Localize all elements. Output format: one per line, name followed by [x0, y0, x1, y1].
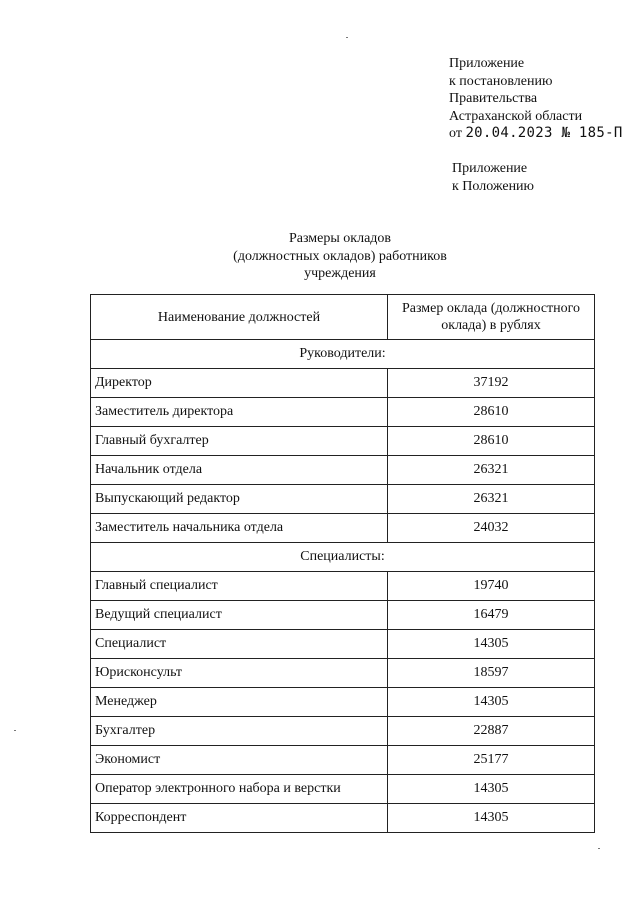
annex-line: Астраханской области — [449, 108, 583, 124]
table-row — [91, 485, 595, 514]
section-row — [91, 543, 595, 572]
position-name: Оператор электронного набора и верстки — [91, 775, 388, 804]
salary-value: 22887 — [388, 717, 595, 746]
date-prefix: от — [449, 126, 462, 141]
title-line: Размеры окладов — [288, 231, 392, 246]
salary-value: 26321 — [388, 485, 595, 514]
section-title: Специалисты: — [91, 543, 595, 572]
position-name: Бухгалтер — [91, 717, 388, 746]
annex2-line: к Положению — [452, 178, 535, 194]
title-line: учреждения — [304, 266, 376, 281]
table-row — [91, 717, 595, 746]
table-row — [91, 601, 595, 630]
document-title — [0, 230, 640, 283]
position-name: Главный специалист — [91, 572, 388, 601]
table-row — [91, 804, 595, 833]
annex-line: Приложение — [449, 56, 525, 71]
annex-to-regulation — [452, 160, 534, 195]
salary-value: 28610 — [388, 398, 595, 427]
resolution-date-number: 20.04.2023 № 185-П — [465, 125, 623, 141]
table-row — [91, 369, 595, 398]
salary-value: 14305 — [388, 804, 595, 833]
salary-value: 24032 — [388, 514, 595, 543]
section-title: Руководители: — [91, 340, 595, 369]
position-name: Специалист — [91, 630, 388, 659]
salary-value: 26321 — [388, 456, 595, 485]
table-row — [91, 630, 595, 659]
scan-speck — [14, 730, 16, 731]
position-name: Юрисконсульт — [91, 659, 388, 688]
annex-date-line — [449, 125, 623, 143]
scan-speck — [598, 848, 600, 849]
table-header-row — [91, 295, 595, 340]
annex-line: Правительства — [449, 91, 538, 106]
column-header-salary: Размер оклада (должностного оклада) в рублях — [388, 295, 595, 340]
salary-value: 28610 — [388, 427, 595, 456]
annex-header — [449, 55, 623, 143]
table-row — [91, 456, 595, 485]
salary-value: 19740 — [388, 572, 595, 601]
table-row — [91, 427, 595, 456]
position-name: Менеджер — [91, 688, 388, 717]
title-line: (должностных окладов) работников — [233, 248, 447, 264]
salary-table — [90, 294, 595, 833]
position-name: Выпускающий редактор — [91, 485, 388, 514]
table-row — [91, 659, 595, 688]
table-row — [91, 688, 595, 717]
position-name: Главный бухгалтер — [91, 427, 388, 456]
table-row — [91, 775, 595, 804]
salary-value: 14305 — [388, 688, 595, 717]
salary-value: 18597 — [388, 659, 595, 688]
position-name: Директор — [91, 369, 388, 398]
annex-line: к постановлению — [449, 73, 553, 89]
position-name: Заместитель начальника отдела — [91, 514, 388, 543]
salary-value: 14305 — [388, 775, 595, 804]
table-row — [91, 514, 595, 543]
salary-value: 37192 — [388, 369, 595, 398]
position-name: Экономист — [91, 746, 388, 775]
position-name: Начальник отдела — [91, 456, 388, 485]
salary-value: 25177 — [388, 746, 595, 775]
salary-value: 16479 — [388, 601, 595, 630]
table-body — [91, 340, 595, 833]
position-name: Заместитель директора — [91, 398, 388, 427]
table-row — [91, 572, 595, 601]
annex2-line: Приложение — [452, 161, 528, 176]
section-row — [91, 340, 595, 369]
position-name: Корреспондент — [91, 804, 388, 833]
salary-value: 14305 — [388, 630, 595, 659]
column-header-position: Наименование должностей — [91, 295, 388, 340]
table-row — [91, 746, 595, 775]
table-row — [91, 398, 595, 427]
position-name: Ведущий специалист — [91, 601, 388, 630]
scan-speck — [346, 37, 348, 38]
